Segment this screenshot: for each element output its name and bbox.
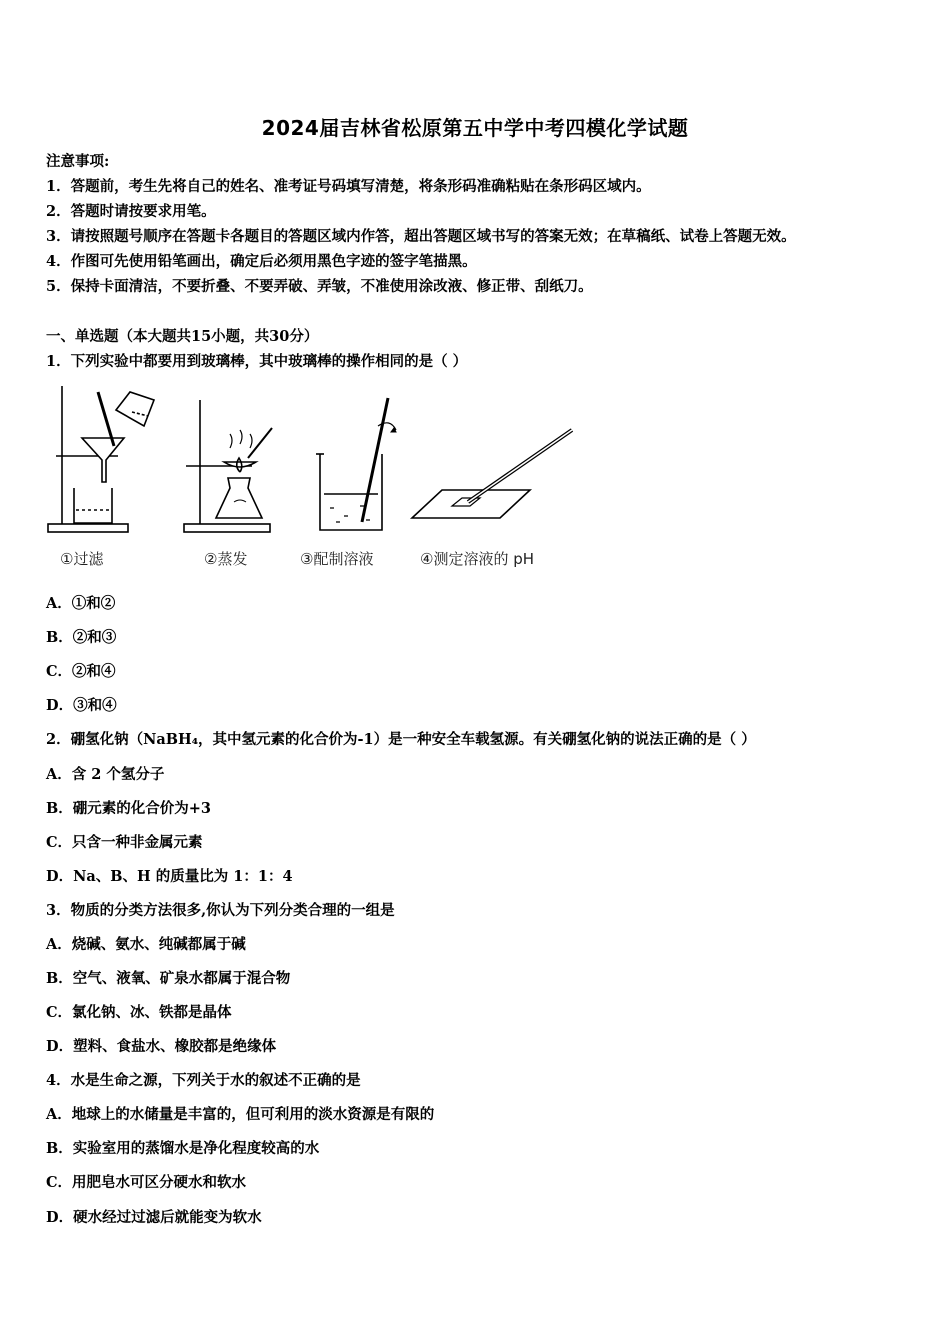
question-3-option-c: C．氯化钠、冰、铁都是晶体 bbox=[46, 1004, 232, 1021]
question-4-option-b: B．实验室用的蒸馏水是净化程度较高的水 bbox=[46, 1140, 320, 1157]
caption-evaporation: ②蒸发 bbox=[204, 550, 248, 568]
question-1-option-a: A．①和② bbox=[46, 595, 116, 612]
caption-ph: ④测定溶液的 pH bbox=[420, 550, 535, 568]
question-1-stem: 1．下列实验中都要用到玻璃棒，其中玻璃棒的操作相同的是（ ） bbox=[46, 353, 468, 370]
question-2-option-b: B．硼元素的化合价为+3 bbox=[46, 800, 211, 817]
notice-item-5: 5．保持卡面清洁，不要折叠、不要弄破、弄皱，不准使用涂改液、修正带、刮纸刀。 bbox=[46, 278, 593, 295]
question-1-option-c: C．②和④ bbox=[46, 663, 116, 680]
ph-test-icon bbox=[412, 430, 572, 518]
caption-filtration: ①过滤 bbox=[60, 550, 104, 568]
question-4-option-c: C．用肥皂水可区分硬水和软水 bbox=[46, 1174, 247, 1191]
question-2-option-c: C．只含一种非金属元素 bbox=[46, 834, 203, 851]
filtration-apparatus-icon bbox=[48, 386, 154, 532]
page-title: 2024届吉林省松原第五中学中考四模化学试题 bbox=[261, 116, 689, 140]
question-3-option-a: A．烧碱、氨水、纯碱都属于碱 bbox=[46, 936, 246, 953]
notice-item-4: 4．作图可先使用铅笔画出，确定后必须用黑色字迹的签字笔描黑。 bbox=[46, 253, 477, 270]
question-3-option-d: D．塑料、食盐水、橡胶都是绝缘体 bbox=[46, 1038, 277, 1055]
caption-solution: ③配制溶液 bbox=[300, 550, 374, 568]
question-2-stem: 2．硼氢化钠（NaBH₄，其中氢元素的化合价为-1）是一种安全车载氢源。有关硼氢化钠的说法正确的是（ ） bbox=[46, 731, 756, 748]
notice-heading: 注意事项: bbox=[46, 153, 110, 170]
notice-item-3: 3．请按照题号顺序在答题卡各题目的答题区域内作答，超出答题区域书写的答案无效；在草稿纸、试卷上答题无效。 bbox=[46, 228, 796, 245]
evaporation-apparatus-icon bbox=[184, 400, 272, 532]
experiment-figure bbox=[44, 378, 604, 578]
question-4-stem: 4．水是生命之源，下列关于水的叙述不正确的是 bbox=[46, 1072, 361, 1089]
section-heading: 一、单选题（本大题共15小题，共30分） bbox=[46, 328, 319, 345]
question-2-option-a: A．含 2 个氢分子 bbox=[46, 766, 165, 783]
solution-preparation-icon bbox=[316, 398, 396, 530]
notice-item-2: 2．答题时请按要求用笔。 bbox=[46, 203, 216, 220]
question-4-option-a: A．地球上的水储量是丰富的，但可利用的淡水资源是有限的 bbox=[46, 1106, 435, 1123]
question-3-stem: 3．物质的分类方法很多,你认为下列分类合理的一组是 bbox=[46, 902, 395, 919]
notice-item-1: 1．答题前，考生先将自己的姓名、准考证号码填写清楚，将条形码准确粘贴在条形码区域内。 bbox=[46, 178, 651, 195]
question-1-option-b: B．②和③ bbox=[46, 629, 117, 646]
question-2-option-d: D．Na、B、H 的质量比为 1：1：4 bbox=[46, 868, 293, 885]
question-3-option-b: B．空气、液氧、矿泉水都属于混合物 bbox=[46, 970, 291, 987]
question-1-option-d: D．③和④ bbox=[46, 697, 117, 714]
question-4-option-d: D．硬水经过过滤后就能变为软水 bbox=[46, 1209, 262, 1226]
